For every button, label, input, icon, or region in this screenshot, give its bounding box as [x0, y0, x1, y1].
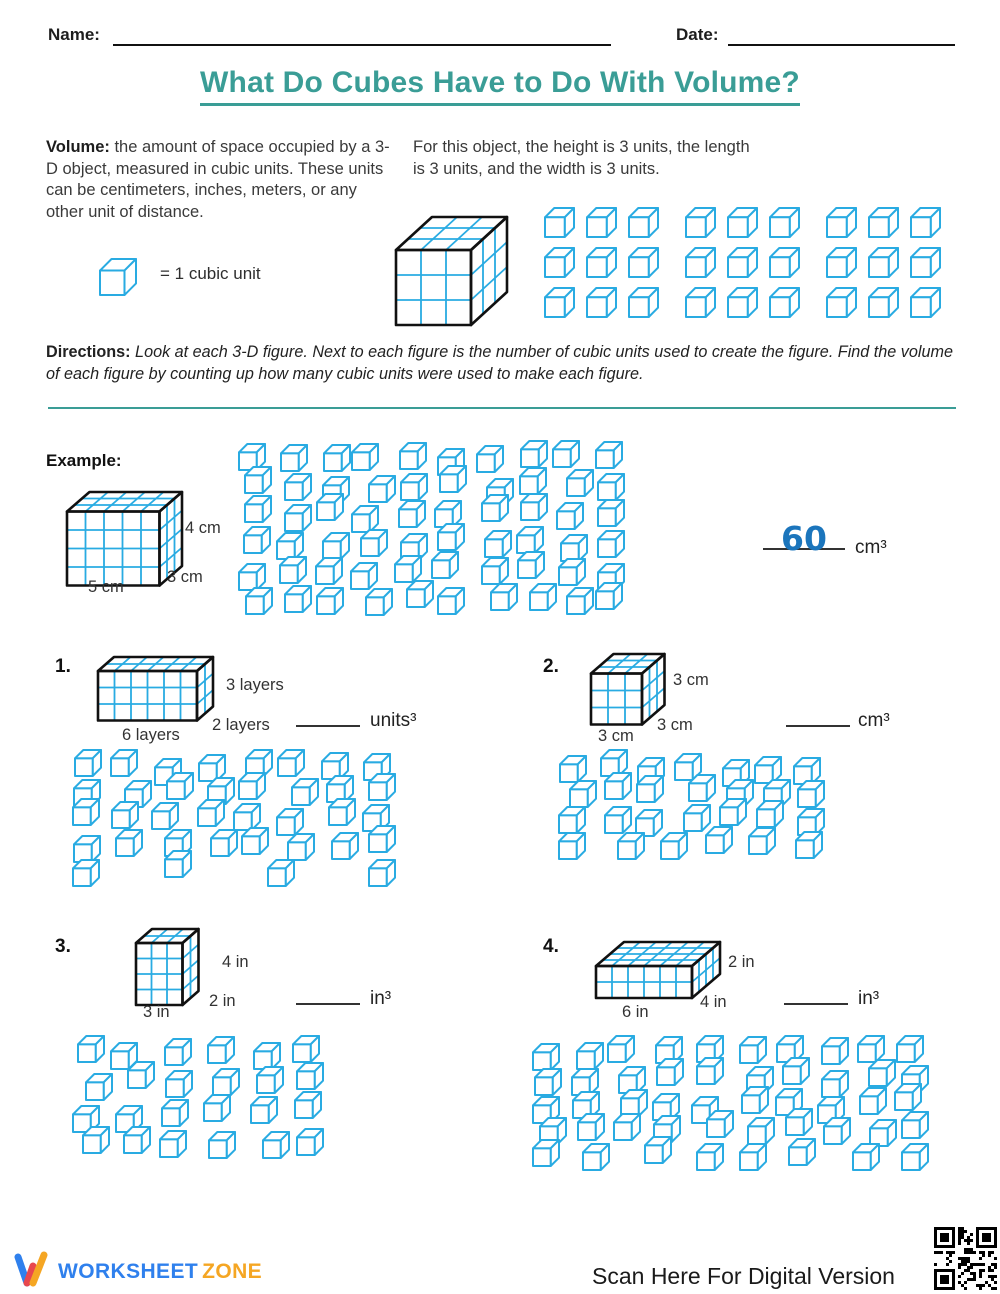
example-answer-blank[interactable] [763, 519, 845, 558]
unit-cube-icon [159, 1130, 187, 1158]
unit-cube-icon [597, 499, 625, 527]
unit-cube-icon [437, 587, 465, 615]
title-wrap [0, 66, 1000, 106]
problem-1-answer-blank[interactable] [296, 701, 360, 727]
example-answer-value: 60 [781, 519, 827, 558]
unit-cube-icon [77, 1035, 105, 1063]
unit-cube-icon [262, 1131, 290, 1159]
cube-array-group [685, 247, 800, 278]
qr-code[interactable] [931, 1224, 1000, 1293]
unit-cube-icon [284, 585, 312, 613]
unit-cube-icon [852, 1143, 880, 1171]
unit-cube-icon [636, 775, 664, 803]
unit-cube-icon [292, 1035, 320, 1063]
unit-cube-icon [556, 502, 584, 530]
unit-cube-icon [287, 833, 315, 861]
cube-array-row [544, 287, 941, 318]
unit-cube-icon [490, 583, 518, 611]
problem-2-width-label: 3 cm [598, 727, 634, 745]
unit-cube-icon [284, 504, 312, 532]
unit-cube-icon [127, 1061, 155, 1089]
problem-3-height-label: 4 in [222, 953, 249, 971]
problem-2-height-label: 3 cm [673, 671, 709, 689]
unit-cube-icon [868, 247, 899, 278]
unit-cube-icon [368, 825, 396, 853]
unit-cube-icon [586, 287, 617, 318]
problem-2-depth-label: 3 cm [657, 716, 693, 734]
unit-cube-icon [400, 473, 428, 501]
unit-cube-icon [797, 780, 825, 808]
unit-cube-icon [569, 780, 597, 808]
unit-cube-icon [782, 1057, 810, 1085]
unit-cube-icon [256, 1066, 284, 1094]
unit-cube-icon [826, 287, 857, 318]
unit-cube-icon [210, 829, 238, 857]
example-width-label: 5 cm [88, 578, 124, 596]
unit-cube-icon [727, 207, 758, 238]
problem-4-answer-blank[interactable] [784, 979, 848, 1005]
unit-cube-icon [566, 587, 594, 615]
unit-cube-icon [431, 551, 459, 579]
unit-cube-icon [244, 466, 272, 494]
unit-cube-icon [741, 1086, 769, 1114]
example-height-label: 4 cm [185, 519, 221, 537]
unit-cube-icon [520, 440, 548, 468]
unit-cube-icon [826, 247, 857, 278]
unit-cube-icon [280, 444, 308, 472]
unit-cube-icon [82, 1126, 110, 1154]
problem-2-number: 2. [543, 656, 559, 677]
example-label: Example: [46, 451, 122, 470]
name-label: Name: [48, 25, 100, 44]
unit-cube-icon [577, 1113, 605, 1141]
unit-cube-icon [613, 1113, 641, 1141]
cube-array-group [685, 207, 800, 238]
unit-cube-icon [481, 557, 509, 585]
unit-cube-icon [350, 562, 378, 590]
unit-cube-icon [439, 465, 467, 493]
unit-cube-icon [656, 1058, 684, 1086]
unit-cube-icon [164, 1038, 192, 1066]
unit-cube-icon [628, 287, 659, 318]
unit-cube-icon [586, 247, 617, 278]
directions-text: Directions: Look at each 3-D figure. Next to each figure is the number of cubic units used to create the figure. Find the volume of each figure by counting up how many cubic units were used to make each figure. [46, 343, 953, 383]
unit-cube-icon [628, 207, 659, 238]
unit-cube-icon [165, 1070, 193, 1098]
unit-cube-icon [399, 442, 427, 470]
unit-cube-icon [243, 526, 271, 554]
section-divider [48, 407, 956, 409]
unit-cube-icon [910, 287, 941, 318]
unit-cube-icon [532, 1139, 560, 1167]
unit-cube-icon [484, 530, 512, 558]
unit-cube-icon [316, 587, 344, 615]
unit-cube-icon [316, 493, 344, 521]
problem-4-depth-label: 4 in [700, 993, 727, 1011]
unit-cube-icon [617, 832, 645, 860]
unit-cube-icon [785, 1108, 813, 1136]
problem-4-width-label: 6 in [622, 1003, 649, 1021]
unit-cube-icon [74, 749, 102, 777]
problem-3-box-figure [133, 926, 202, 1008]
unit-cube-icon [595, 582, 623, 610]
unit-cube-icon [868, 287, 899, 318]
problem-1-unit-label: units³ [370, 710, 417, 731]
unit-cube-icon [747, 1117, 775, 1145]
unit-cube-icon [823, 1117, 851, 1145]
unit-cube-icon [291, 778, 319, 806]
unit-cube-icon [315, 557, 343, 585]
unit-cube-icon [644, 1136, 672, 1164]
unit-cube-icon [365, 588, 393, 616]
unit-cube-icon [558, 832, 586, 860]
problem-4-number: 4. [543, 936, 559, 957]
unit-cube-icon [368, 475, 396, 503]
unit-cube-icon [756, 800, 784, 828]
cube-array-group [685, 287, 800, 318]
volume-term: Volume: [46, 138, 110, 156]
volume-definition [46, 137, 394, 223]
unit-cube-icon [72, 798, 100, 826]
unit-cube-icon [368, 773, 396, 801]
unit-cube-icon [398, 500, 426, 528]
date-input-line[interactable] [728, 24, 955, 46]
unit-cube-icon [566, 469, 594, 497]
unit-cube-icon [769, 247, 800, 278]
unit-cube-icon [576, 1042, 604, 1070]
problem-2-box-figure [588, 651, 668, 728]
unit-cube-icon [520, 493, 548, 521]
problem-1-width-label: 6 layers [122, 726, 180, 744]
unit-cube-icon [197, 799, 225, 827]
unit-cube-icon [868, 1059, 896, 1087]
unit-cube-icon [110, 749, 138, 777]
example-unit-label: cm³ [855, 537, 887, 558]
unit-cube-icon [368, 859, 396, 887]
unit-cube-icon [328, 798, 356, 826]
unit-cube-icon [696, 1057, 724, 1085]
unit-cube-icon [719, 798, 747, 826]
unit-cube-icon [207, 1036, 235, 1064]
unit-cube-icon [351, 443, 379, 471]
problem-4-box-figure [593, 939, 723, 1001]
unit-cube-icon [519, 467, 547, 495]
unit-cube-icon [238, 772, 266, 800]
unit-cube-icon [558, 558, 586, 586]
unit-cube-icon [241, 827, 269, 855]
unit-cube-icon [901, 1111, 929, 1139]
unit-cube-icon [517, 551, 545, 579]
unit-cube-icon [597, 530, 625, 558]
problem-3-width-label: 3 in [143, 1003, 170, 1021]
problem-1-height-label: 3 layers [226, 676, 284, 694]
unit-cube-icon [544, 247, 575, 278]
unit-cube-icon [607, 1035, 635, 1063]
unit-cube-icon [769, 287, 800, 318]
unit-cube-icon [859, 1087, 887, 1115]
unit-cube-icon [788, 1138, 816, 1166]
unit-cube-icon [597, 473, 625, 501]
problem-2-unit-label: cm³ [858, 710, 890, 731]
unit-cube-icon [868, 207, 899, 238]
cubic-unit-label: = 1 cubic unit [160, 264, 261, 283]
worksheetzone-logo-icon [13, 1248, 55, 1290]
unit-cube-icon [586, 207, 617, 238]
volume-text: the amount of space occupied by a 3-D object, measured in cubic units. These units can be centimeters, inches, meters, or any other unit of distance. [46, 138, 390, 221]
demo-cube-array [544, 207, 941, 327]
problem-4-height-label: 2 in [728, 953, 755, 971]
unit-cube-icon [151, 802, 179, 830]
unit-cube-icon [705, 826, 733, 854]
unit-cube-icon [85, 1073, 113, 1101]
demo-box-figure [393, 214, 510, 328]
unit-cube-icon [739, 1036, 767, 1064]
unit-cube-icon [279, 556, 307, 584]
unit-cube-icon [406, 580, 434, 608]
unit-cube-icon [276, 808, 304, 836]
unit-cube-icon [901, 1143, 929, 1171]
unit-cube-icon [164, 850, 192, 878]
worksheetzone-wordmark: WORKSHEET ZONE [58, 1260, 263, 1283]
unit-cube-icon [748, 827, 776, 855]
unit-cube-icon [821, 1037, 849, 1065]
unit-cube-icon [166, 772, 194, 800]
unit-cube-icon [72, 859, 100, 887]
cube-array-group [826, 247, 941, 278]
example-depth-label: 3 cm [167, 568, 203, 586]
unit-cube-icon [267, 859, 295, 887]
unit-cube-icon [544, 207, 575, 238]
unit-cube-icon [688, 774, 716, 802]
page-title: What Do Cubes Have to Do With Volume? [200, 66, 800, 106]
unit-cube-icon [111, 801, 139, 829]
cube-array-group [544, 207, 659, 238]
unit-cube-icon [739, 1143, 767, 1171]
cube-array-row [544, 247, 941, 278]
unit-cube-icon [476, 445, 504, 473]
unit-cube-icon [360, 529, 388, 557]
problem-3-number: 3. [55, 936, 71, 957]
unit-cube-icon [826, 207, 857, 238]
unit-cube-icon [910, 207, 941, 238]
cube-array-group [826, 287, 941, 318]
unit-cube-icon [284, 473, 312, 501]
problem-4-unit-label: in³ [858, 988, 880, 1009]
problem-1-box-figure [95, 654, 216, 724]
unit-cube-icon [115, 829, 143, 857]
unit-cube-icon [331, 832, 359, 860]
cubic-unit-icon [99, 258, 137, 296]
unit-cube-icon [294, 1091, 322, 1119]
unit-cube-icon [685, 207, 716, 238]
unit-cube-icon [604, 806, 632, 834]
unit-cube-icon [296, 1128, 324, 1156]
unit-cube-icon [277, 749, 305, 777]
problem-4-cube-scatter [532, 1038, 927, 1166]
unit-cube-icon [628, 247, 659, 278]
unit-cube-icon [727, 247, 758, 278]
unit-cube-icon [208, 1131, 236, 1159]
unit-cube-icon [582, 1143, 610, 1171]
unit-cube-icon [323, 444, 351, 472]
cube-array-row [544, 207, 941, 238]
unit-cube-icon [660, 832, 688, 860]
unit-cube-icon [481, 494, 509, 522]
unit-cube-icon [322, 532, 350, 560]
directions-term: Directions: [46, 343, 131, 361]
unit-cube-icon [212, 1068, 240, 1096]
unit-cube-icon [161, 1099, 189, 1127]
unit-cube-icon [795, 831, 823, 859]
problem-3-answer-blank[interactable] [296, 979, 360, 1005]
problem-2-answer-blank[interactable] [786, 701, 850, 727]
unit-cube-icon [250, 1096, 278, 1124]
cube-array-group [826, 207, 941, 238]
unit-cube-icon [558, 806, 586, 834]
unit-cube-icon [529, 583, 557, 611]
date-label: Date: [676, 25, 719, 44]
cube-array-group [544, 247, 659, 278]
object-paragraph: For this object, the height is 3 units, the length is 3 units, and the width is 3 units. [413, 138, 750, 178]
unit-cube-icon [685, 247, 716, 278]
unit-cube-icon [296, 1062, 324, 1090]
problem-1-depth-label: 2 layers [212, 716, 270, 734]
problem-1-number: 1. [55, 656, 71, 677]
unit-cube-icon [595, 441, 623, 469]
problem-1-cube-scatter [72, 752, 394, 882]
unit-cube-icon [245, 587, 273, 615]
cube-array-group [544, 287, 659, 318]
problem-3-unit-label: in³ [370, 988, 392, 1009]
name-input-line[interactable] [113, 24, 611, 46]
unit-cube-icon [534, 1068, 562, 1096]
unit-cube-icon [821, 1070, 849, 1098]
unit-cube-icon [123, 1126, 151, 1154]
problem-3-cube-scatter [72, 1038, 322, 1154]
unit-cube-icon [437, 523, 465, 551]
unit-cube-icon [244, 495, 272, 523]
unit-cube-icon [685, 287, 716, 318]
unit-cube-icon [910, 247, 941, 278]
unit-cube-icon [769, 207, 800, 238]
unit-cube-icon [706, 1110, 734, 1138]
unit-cube-icon [544, 287, 575, 318]
unit-cube-icon [604, 772, 632, 800]
unit-cube-icon [532, 1043, 560, 1071]
unit-cube-icon [203, 1094, 231, 1122]
scan-here-label: Scan Here For Digital Version [592, 1263, 895, 1289]
example-cube-scatter [238, 443, 623, 611]
unit-cube-icon [894, 1083, 922, 1111]
problem-2-cube-scatter [558, 752, 823, 855]
unit-cube-icon [896, 1035, 924, 1063]
unit-cube-icon [552, 440, 580, 468]
unit-cube-icon [696, 1143, 724, 1171]
problem-3-depth-label: 2 in [209, 992, 236, 1010]
unit-cube-icon [727, 287, 758, 318]
